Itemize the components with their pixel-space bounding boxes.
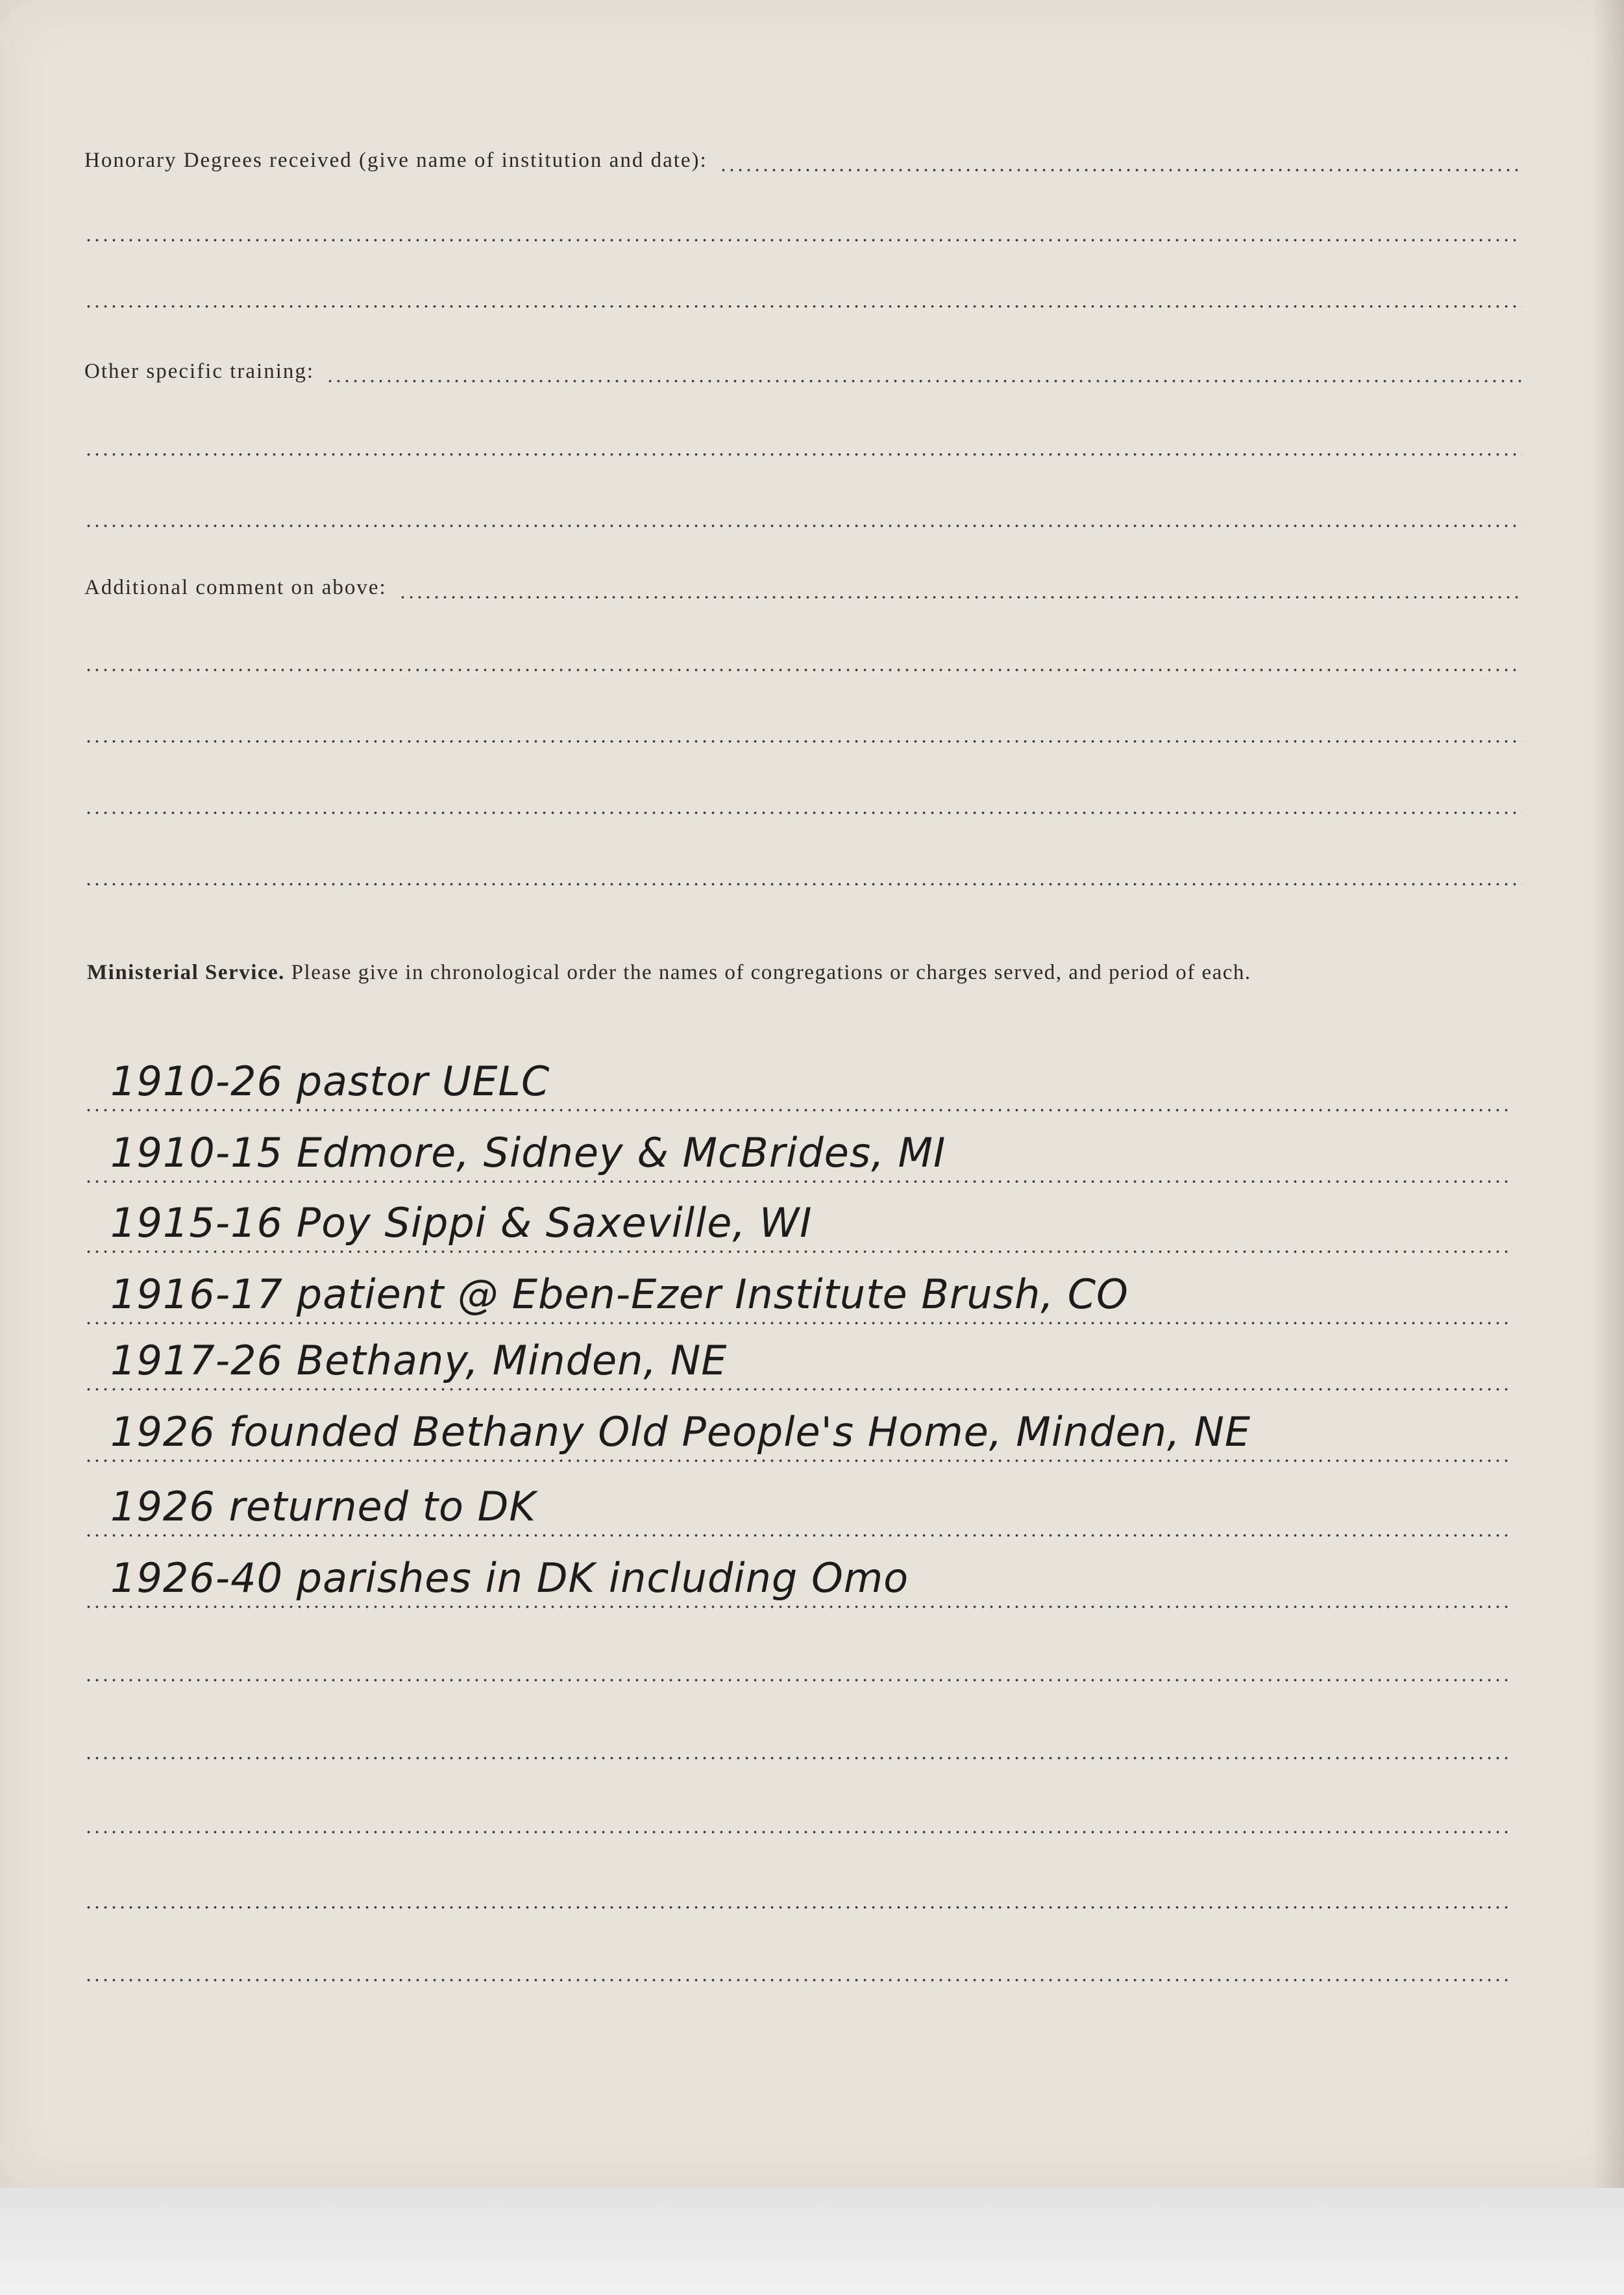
dotted-line (84, 1906, 1512, 1909)
service-line-4 (84, 1258, 1512, 1330)
dotted-line (84, 1459, 1512, 1462)
service-line-12 (84, 1842, 1512, 1914)
scan-background (0, 2188, 1624, 2295)
dotted-line (84, 1606, 1512, 1608)
training-line-2 (84, 421, 1522, 460)
dotted-line (84, 1757, 1512, 1759)
dotted-line (326, 380, 1522, 382)
service-entry: 1910-15 Edmore, Sidney & McBrides, MI (110, 1129, 946, 1176)
dotted-line (84, 740, 1522, 743)
service-line-3 (84, 1187, 1512, 1258)
comment-line-2 (84, 636, 1522, 675)
service-line-10 (84, 1693, 1512, 1765)
dotted-line (84, 1180, 1512, 1183)
dotted-line (84, 812, 1522, 814)
training-label: Other specific training: (84, 360, 315, 383)
service-entry: 1926 returned to DK (110, 1483, 537, 1530)
dotted-line (84, 1109, 1512, 1111)
comment-label: Additional comment on above: (84, 576, 387, 599)
dotted-line (84, 1831, 1512, 1833)
comment-line-3 (84, 708, 1522, 747)
dotted-line (84, 883, 1522, 886)
dotted-line (84, 1388, 1512, 1391)
service-line-1 (84, 1045, 1512, 1117)
service-line-13 (84, 1915, 1512, 1987)
training-line-1 (84, 347, 1522, 386)
training-line-3 (84, 492, 1522, 531)
service-line-9 (84, 1615, 1512, 1687)
dotted-line (84, 1534, 1512, 1537)
service-line-7 (84, 1470, 1512, 1542)
dotted-line (84, 669, 1522, 671)
dotted-line (84, 453, 1522, 456)
comment-line-1 (84, 564, 1522, 602)
dotted-line (84, 525, 1522, 527)
service-entry: 1916-17 patient @ Eben-Ezer Institute Brush, CO (110, 1271, 1129, 1318)
service-line-11 (84, 1767, 1512, 1839)
ministerial-service-heading: Ministerial Service. (87, 961, 285, 984)
service-line-8 (84, 1542, 1512, 1613)
honorary-degrees-line-1 (84, 136, 1522, 175)
ministerial-service-text: Please give in chronological order the names of congregations or charges served, and period of each. (291, 961, 1251, 984)
service-line-2 (84, 1117, 1512, 1188)
comment-line-5 (84, 850, 1522, 889)
service-entry: 1910-26 pastor UELC (110, 1058, 550, 1105)
service-line-5 (84, 1324, 1512, 1396)
honorary-degrees-label: Honorary Degrees received (give name of institution and date): (84, 149, 707, 172)
dotted-line (399, 596, 1522, 599)
service-entry: 1926-40 parishes in DK including Omo (110, 1554, 909, 1602)
honorary-degrees-line-2 (84, 206, 1522, 245)
dotted-line (84, 1679, 1512, 1681)
service-line-6 (84, 1396, 1512, 1467)
comment-line-4 (84, 779, 1522, 818)
service-entry: 1917-26 Bethany, Minden, NE (110, 1337, 728, 1384)
dotted-line (84, 1979, 1512, 1981)
dotted-line (84, 1250, 1512, 1253)
dotted-line (84, 305, 1522, 308)
service-entry: 1915-16 Poy Sippi & Saxeville, WI (110, 1199, 813, 1247)
service-entry: 1926 founded Bethany Old People's Home, Minden, NE (110, 1408, 1251, 1456)
dotted-line (719, 169, 1522, 171)
honorary-degrees-line-3 (84, 273, 1522, 312)
page-edge-shadow (1593, 0, 1624, 2188)
ministerial-service-instructions (87, 954, 1515, 991)
dotted-line (84, 239, 1522, 242)
